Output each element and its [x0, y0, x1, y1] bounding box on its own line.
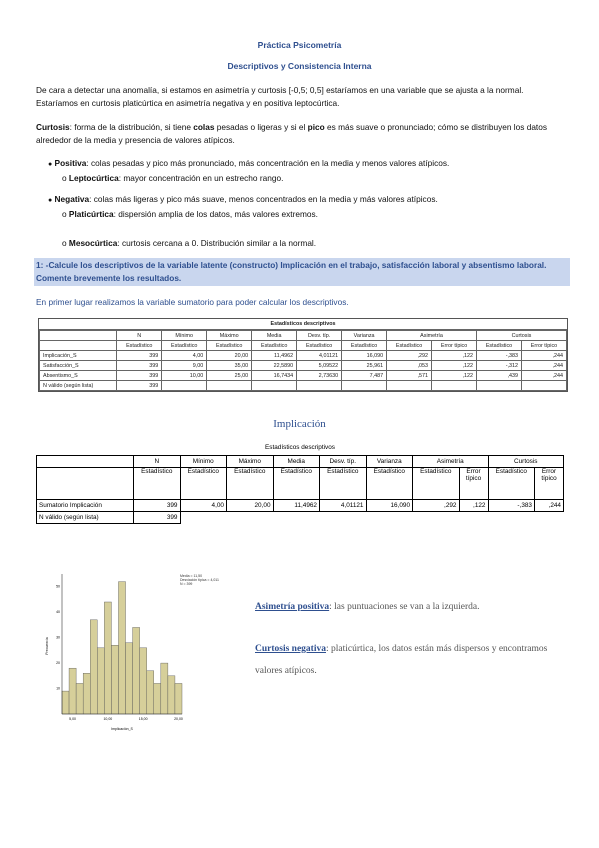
- x-tick-label: 5,00: [69, 717, 76, 721]
- asimetria-comment: Asimetría positiva: las puntuaciones se van a la izquierda.: [255, 602, 480, 612]
- x-tick-label: 20,00: [174, 717, 183, 721]
- y-ticks: [56, 585, 60, 691]
- page-subtitle: Descriptivos y Consistencia Interna: [227, 61, 372, 71]
- histogram-bar: [168, 676, 175, 714]
- x-tick-label: 15,00: [138, 717, 148, 721]
- table-row: Implicación_S 399 4,00 20,00 11,4962 4,01121 16,090 ,292 ,122 -,383 ,244: [40, 351, 567, 361]
- intro-paragraph: De cara a detectar una anomalía, si estamos en asimetría y curtosis [-0,5; 0,5] estaríamos en una variable que se ajusta a la normal. Estaríamos en curtosis platicúrtica en asimetría negativa y en positiva leptocúrtica.: [36, 85, 524, 108]
- histogram-bar: [62, 691, 69, 714]
- histogram-bar: [90, 620, 97, 714]
- bullet-positiva: ● Positiva: colas pesadas y pico más pronunciado, más concentración en la media y menos valores atípicos.: [48, 158, 450, 168]
- histogram-bar: [76, 683, 83, 714]
- table1-title: Estadísticos descriptivos: [39, 319, 567, 330]
- implicacion-heading: Implicación: [273, 418, 326, 430]
- histogram-bar: [161, 663, 168, 714]
- histogram-bar: [175, 683, 182, 714]
- y-tick-label: 40: [56, 610, 60, 615]
- curtosis-comment: Curtosis negativa: platicúrtica, los datos están más dispersos y encontramos valores atípicos.: [255, 644, 548, 676]
- y-tick-label: 20: [56, 661, 60, 666]
- table-row: Absentismo_S 399 10,00 25,00 16,7434 2,73630 7,487 ,571 ,122 ,439 ,244: [40, 371, 567, 381]
- histogram-bar: [118, 582, 125, 714]
- histogram-bar: [83, 673, 90, 714]
- histogram-bar: [154, 683, 161, 714]
- histogram-chart: [40, 568, 220, 738]
- table2-title: Estadísticos descriptivos: [265, 444, 335, 451]
- y-axis-label: Frecuencia: [45, 637, 49, 655]
- table-row: N válido (según lista) 399: [37, 512, 564, 524]
- curtosis-paragraph: Curtosis: forma de la distribución, si tiene colas pesadas o ligeras y si el pico es más suave o pronunciado; cómo se distribuyen los datos alrededor de la media y presencia de valores atípicos.: [36, 122, 547, 145]
- histogram-bar: [111, 645, 118, 714]
- table-row: Satisfacción_S 399 9,00 35,00 22,5890 5,09522 25,961 ,053 ,122 -,312 ,244: [40, 361, 567, 371]
- bullet-leptocurtica: o Leptocúrtica: mayor concentración en un estrecho rango.: [62, 173, 284, 183]
- question-box: 1: -Calcule los descriptivos de la variable latente (constructo) Implicación en el trabajo, satisfacción laboral y absentismo laboral. Comente brevemente los resultados.: [34, 258, 570, 286]
- descriptives-table-1: Estadísticos descriptivos N Mínimo Máximo Media Desv. típ. Varianza Asimetría Curtosis Estadístico Estadístico Estadístico Estadístico Estadístico Estadístico Estadístico Error típico Estadístico Error típico Implicación_S 399 4,00 20,00 11,4962 4,01121 16,090 ,292 ,122 -,383 ,244 Satisfacción_S 399 9,00 35,00 22,5890 5,09522 25,961 ,053 ,122 -,312 ,244 Absentismo_S 399 10,00 25,00 16,7434 2,73630 7,487 ,571 ,122 ,439 ,244 N válido (según lista) 399: [38, 318, 568, 392]
- x-axis-label: Implicación_S: [111, 727, 133, 731]
- page-title: Práctica Psicometría: [257, 40, 342, 50]
- y-tick-label: 50: [56, 584, 60, 589]
- curtosis-label: Curtosis: [36, 122, 70, 132]
- y-tick-label: 30: [56, 635, 60, 640]
- histogram-bar: [69, 668, 76, 714]
- bullet-mesocurtica: o Mesocúrtica: curtosis cercana a 0. Distribución similar a la normal.: [62, 238, 317, 248]
- table-row: N válido (según lista) 399: [40, 381, 567, 391]
- histogram-bar: [97, 648, 104, 714]
- histogram-bar: [133, 627, 140, 714]
- descriptives-table-2: N Mínimo Máximo Media Desv. típ. Varianza Asimetría Curtosis Estadístico Estadístico Estadístico Estadístico Estadístico Estadístico Estadístico Error típico Estadístico Error típico Sumatorio Implicación 399 4,00 20,00 11,4962 4,01121 16,090 ,292 ,122 -,383 ,244 N válido (según lista) 399: [36, 455, 564, 524]
- x-tick-label: 10,00: [103, 717, 113, 721]
- y-tick-label: 10: [56, 686, 60, 691]
- histogram-legend: Media = 11,50 Desviación típica = 4,011 N = 399: [180, 574, 219, 586]
- x-ticks: [69, 717, 183, 721]
- histogram-bars: [62, 582, 182, 714]
- table-row: Sumatorio Implicación 399 4,00 20,00 11,4962 4,01121 16,090 ,292 ,122 -,383 ,244: [37, 500, 564, 512]
- histogram-bar: [104, 602, 111, 714]
- histogram-bar: [140, 648, 147, 714]
- bullet-negativa: ● Negativa: colas más ligeras y pico más suave, menos concentrados en la media y más valores atípicos.: [48, 194, 438, 204]
- histogram-bar: [126, 643, 133, 714]
- bullet-platicurtica: o Platicúrtica: dispersión amplia de los datos, más valores extremos.: [62, 209, 318, 219]
- histogram-bar: [147, 671, 154, 714]
- note-text: En primer lugar realizamos la variable sumatorio para poder calcular los descriptivos.: [36, 297, 349, 307]
